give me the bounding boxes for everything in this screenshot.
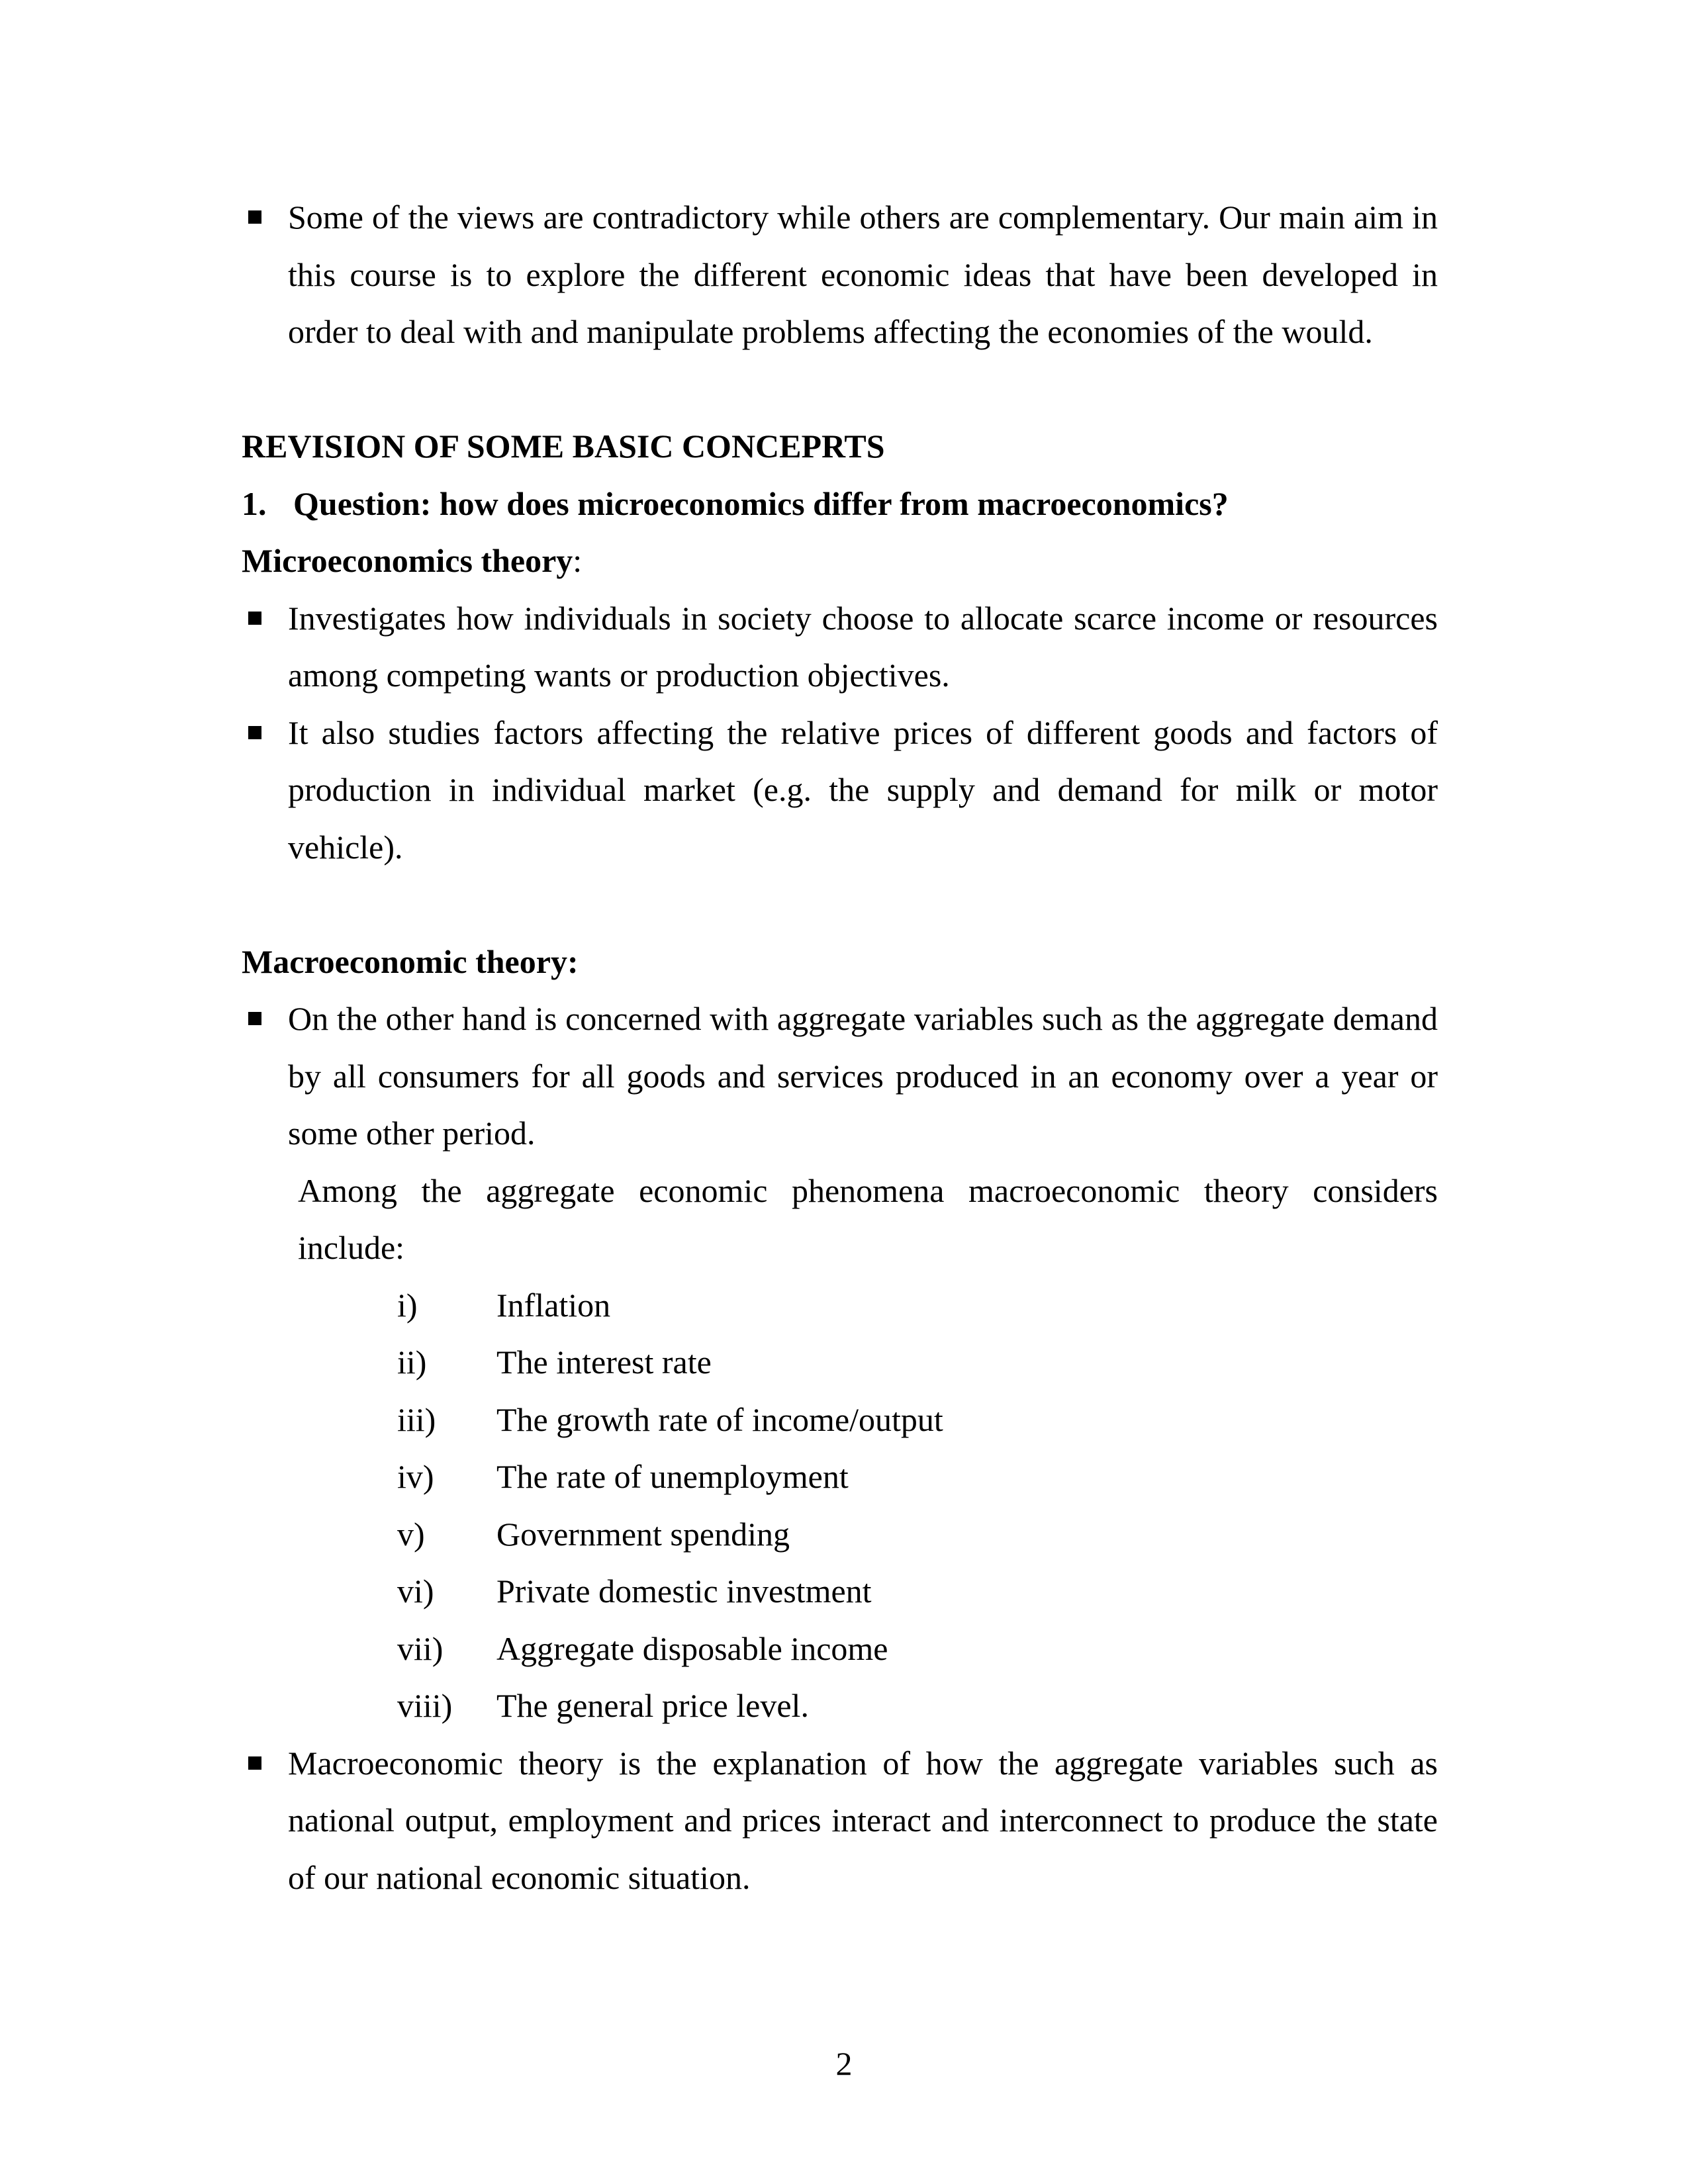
roman-numeral: iv)	[397, 1458, 434, 1495]
paragraph-text: It also studies factors affecting the relative prices of different goods and factors of production in individual market (e.g. the supply and demand for milk or motor vehicle).	[288, 713, 1438, 866]
page-number: 2	[835, 2045, 853, 2082]
heading-text: REVISION OF SOME BASIC CONCEPRTS	[242, 428, 885, 465]
blank-line	[242, 876, 1438, 933]
roman-list-item	[242, 1277, 1438, 1334]
list-item-text: The rate of unemployment	[496, 1458, 849, 1495]
list-item-text: The general price level.	[496, 1687, 809, 1724]
subheading-bold-text: Macroeconomic theory:	[242, 942, 579, 980]
list-item-text: The interest rate	[496, 1343, 712, 1381]
question-text: Question: how does microeconomics differ from macroeconomics?	[293, 484, 1229, 522]
section-heading	[242, 418, 1438, 475]
bullet-square-icon	[248, 1756, 261, 1770]
list-number: 1.	[242, 484, 267, 522]
paragraph-text: Investigates how individuals in society choose to allocate scarce income or resources among competing wants or production objectives.	[288, 599, 1438, 694]
list-item-text: Government spending	[496, 1515, 790, 1553]
paragraph-text: Among the aggregate economic phenomena macroeconomic theory considers include:	[298, 1171, 1438, 1266]
document-content	[242, 189, 1438, 1906]
paragraph-text: On the other hand is concerned with aggregate variables such as the aggregate demand by all consumers for all goods and services produced in an economy over a year or some other period.	[288, 1000, 1438, 1152]
roman-list-item	[242, 1334, 1438, 1391]
bullet-paragraph	[242, 189, 1438, 361]
list-item-text: Inflation	[496, 1286, 611, 1324]
roman-numeral: viii)	[397, 1687, 453, 1724]
roman-numeral: v)	[397, 1515, 425, 1553]
roman-list-item	[242, 1506, 1438, 1563]
roman-numeral: iii)	[397, 1400, 436, 1438]
bullet-square-icon	[248, 612, 261, 625]
paragraph-text: Some of the views are contradictory while others are complementary. Our main aim in this course is to explore the different economic ideas that have been developed in order to deal with and manipulate problems affecting the economies of the would.	[288, 199, 1438, 350]
roman-list-item	[242, 1448, 1438, 1506]
roman-numeral: vi)	[397, 1572, 434, 1610]
roman-list-item	[242, 1563, 1438, 1620]
bullet-square-icon	[248, 1012, 261, 1025]
roman-list-item	[242, 1620, 1438, 1678]
roman-numeral: vii)	[397, 1629, 444, 1667]
bullet-square-icon	[248, 210, 261, 224]
roman-numeral: ii)	[397, 1343, 427, 1381]
body-paragraph	[242, 1162, 1438, 1277]
subheading-bold-text: Microeconomics theory	[242, 542, 573, 579]
paragraph-text: Macroeconomic theory is the explanation of how the aggregate variables such as national output, employment and prices interact and interconnect to produce the state of our national economic situation.	[288, 1744, 1438, 1896]
bullet-paragraph	[242, 590, 1438, 704]
list-item-text: Private domestic investment	[496, 1572, 872, 1610]
bullet-paragraph	[242, 990, 1438, 1162]
list-item-text: Aggregate disposable income	[496, 1629, 888, 1667]
sub-heading	[242, 532, 1438, 590]
bullet-paragraph	[242, 1735, 1438, 1907]
bullet-paragraph	[242, 704, 1438, 876]
list-item-text: The growth rate of income/output	[496, 1400, 943, 1438]
bullet-square-icon	[248, 726, 261, 739]
subheading-tail: :	[573, 542, 583, 579]
sub-heading	[242, 933, 1438, 991]
numbered-question-heading	[242, 475, 1438, 533]
roman-list-item	[242, 1391, 1438, 1449]
blank-line	[242, 361, 1438, 418]
roman-numeral: i)	[397, 1286, 418, 1324]
roman-list-item	[242, 1677, 1438, 1735]
